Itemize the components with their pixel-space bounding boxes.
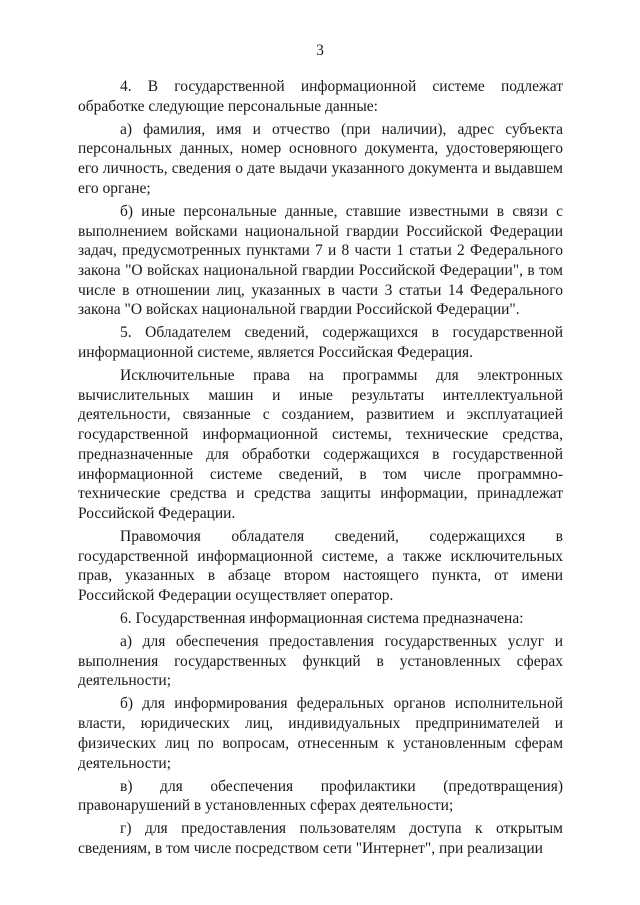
paragraph-6a: а) для обеспечения предоставления государственных услуг и выполнения государственных функций в установленных сферах деятельности;	[78, 633, 563, 690]
paragraph-4-intro: 4. В государственной информационной системе подлежат обработке следующие персональные данные:	[78, 78, 563, 115]
paragraph-4a: а) фамилия, имя и отчество (при наличии), адрес субъекта персональных данных, номер основного документа, удостоверяющего его личность, сведения о дате выдачи указанного документа и выдавшем его органе;	[78, 120, 563, 197]
paragraph-5: 5. Обладателем сведений, содержащихся в государственной информационной системе, является Российская Федерация.	[78, 324, 563, 362]
page-number: 3	[316, 42, 324, 59]
paragraph-6-intro: 6. Государственная информационная система предназначена:	[120, 610, 524, 628]
paragraph-6g: г) для предоставления пользователям доступа к открытым сведениям, в том числе посредством сети "Интернет", при реализации	[78, 820, 563, 857]
paragraph-5-exclusive-rights: Исключительные права на программы для электронных вычислительных машин и иные результаты интеллектуальной деятельности, связанные с созданием, развитием и эксплуатацией государственной информационной системы, технические средства, предназначенные для обработки содержащихся в государственной информационной системе сведений, в том числе программно-технические средства и средства защиты информации, принадлежат Российской Федерации.	[78, 367, 563, 522]
paragraph-4b: б) иные персональные данные, ставшие известными в связи с выполнением войсками национальной гвардии Российской Федерации задач, предусмотренных пунктами 7 и 8 части 1 статьи 2 Федерального закона "О войсках национальной гвардии Российской Федерации", в том числе в отношении лиц, указанных в части 3 статьи 14 Федерального закона "О войсках национальной гвардии Российской Федерации".	[78, 202, 563, 319]
paragraph-6b: б) для информирования федеральных органов исполнительной власти, юридических лиц, индивидуальных предпринимателей и физических лиц по вопросам, отнесенным к установленным сферам деятельности;	[78, 695, 563, 772]
paragraph-5-powers: Правомочия обладателя сведений, содержащихся в государственной информационной системе, а также исключительных прав, указанных в абзаце втором настоящего пункта, от имени Российской Федерации осуществляет оператор.	[78, 527, 563, 605]
paragraph-6v: в) для обеспечения профилактики (предотвращения) правонарушений в установленных сферах деятельности;	[78, 777, 563, 815]
document-body	[78, 77, 563, 862]
